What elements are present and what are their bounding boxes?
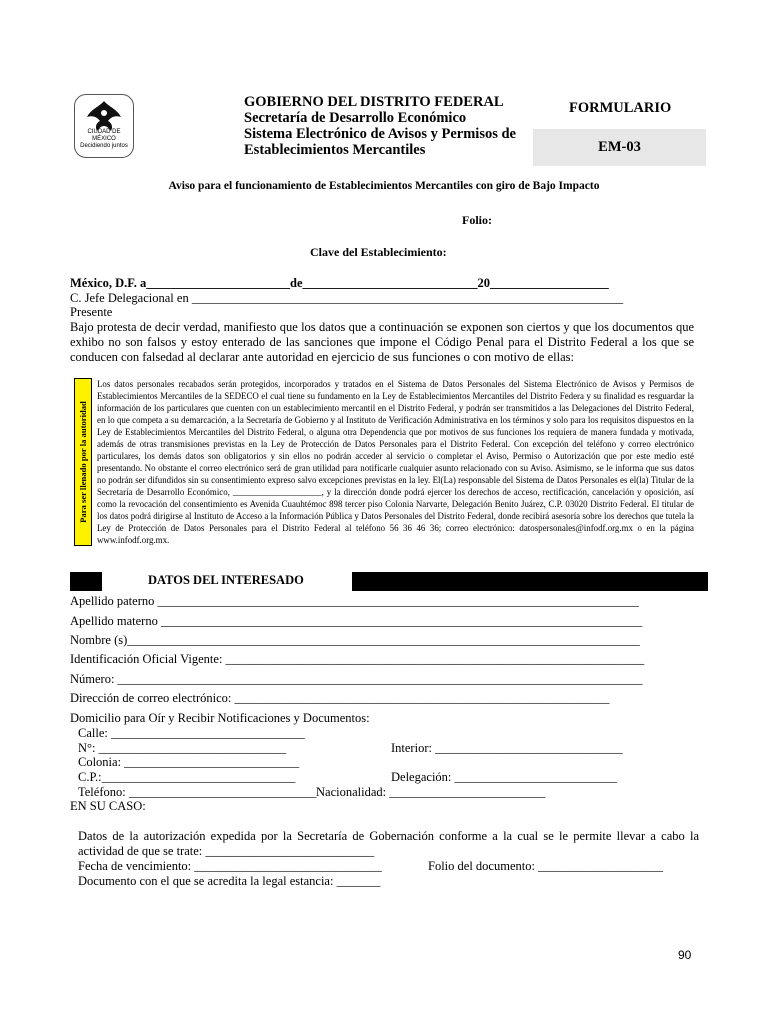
cp-field[interactable]: C.P.:_______________________________ <box>78 770 296 784</box>
declaration-text: Bajo protesta de decir verdad, manifiesto que los datos que a continuación se exponen son ciertos y que los documentos que exhibo no son falsos y estoy enterado de las sanciones que impone el Código Penal para el Distrito Federal a los que se conducen con falsedad al declarar ante autoridad en ejercicio de sus funciones o con motivo de ellas: <box>70 320 694 364</box>
form-code: EM-03 <box>598 139 641 155</box>
logo-text-slogan: Decidiendo juntos <box>80 143 128 149</box>
form-code-box <box>533 129 706 166</box>
presente-text: Presente <box>70 305 113 319</box>
jefe-delegacional-line[interactable]: C. Jefe Delegacional en _____________________________________________________________________ <box>70 291 624 305</box>
date-line[interactable]: México, D.F. a_______________________de____________________________20___________________ <box>70 276 609 290</box>
gov-secretaria: Secretaría de Desarrollo Económico <box>244 110 467 126</box>
form-title: Aviso para el funcionamiento de Establecimientos Mercantiles con giro de Bajo Impacto <box>168 180 600 192</box>
page-number: 90 <box>678 948 692 962</box>
correo-field[interactable]: Dirección de correo electrónico: ____________________________________________________________ <box>70 691 610 705</box>
section-title-interesado: DATOS DEL INTERESADO <box>148 573 304 587</box>
en-su-caso-label: EN SU CASO: <box>70 799 146 813</box>
interior-field[interactable]: Interior: ______________________________ <box>391 741 623 755</box>
gov-sistema: Sistema Electrónico de Avisos y Permisos de <box>244 126 516 142</box>
calle-field[interactable]: Calle: _______________________________ <box>78 726 305 740</box>
authority-sidebar-label: Para ser llenado por la autoridad <box>78 401 88 523</box>
fecha-vencimiento-field[interactable]: Fecha de vencimiento: ______________________________ <box>78 859 382 873</box>
nombre-field[interactable]: Nombre (s)__________________________________________________________________________________ <box>70 633 640 647</box>
nacionalidad-field[interactable]: Nacionalidad: _________________________ <box>316 785 546 799</box>
apellido-paterno-field[interactable]: Apellido paterno _____________________________________________________________________________ <box>70 594 639 608</box>
autorizacion-text[interactable]: Datos de la autorización expedida por la Secretaría de Gobernación conforme a la cual se le permite llevar a cabo la actividad de que se trate: ___________________________ <box>78 829 699 858</box>
redaction-bar-left <box>70 572 102 591</box>
folio-documento-field[interactable]: Folio del documento: ____________________ <box>428 859 664 873</box>
formulario-label: FORMULARIO <box>569 100 672 116</box>
logo-text-city: CIUDAD DE MÉXICO <box>87 129 121 142</box>
gov-establecimientos: Establecimientos Mercantiles <box>244 142 426 158</box>
identificacion-field[interactable]: Identificación Oficial Vigente: ___________________________________________________________________ <box>70 652 645 666</box>
government-header <box>244 94 516 158</box>
documento-estancia-field[interactable]: Documento con el que se acredita la legal estancia: _______ <box>78 874 381 888</box>
clave-label: Clave del Establecimiento: <box>310 245 447 259</box>
cdmx-logo <box>74 94 134 158</box>
gov-title: GOBIERNO DEL DISTRITO FEDERAL <box>244 94 504 110</box>
apellido-materno-field[interactable]: Apellido materno _____________________________________________________________________________ <box>70 614 643 628</box>
delegacion-field[interactable]: Delegación: __________________________ <box>391 770 618 784</box>
redaction-bar-right <box>352 572 708 591</box>
numero-exterior-field[interactable]: N°: ______________________________ <box>78 741 287 755</box>
colonia-field[interactable]: Colonia: ____________________________ <box>78 755 300 769</box>
authority-sidebar <box>74 378 92 546</box>
folio-label: Folio: <box>462 213 492 227</box>
numero-field[interactable]: Número: ____________________________________________________________________________________ <box>70 672 643 686</box>
privacy-notice: Los datos personales recabados serán protegidos, incorporados y tratados en el Sistema de Datos Personales del Sistema Electrónico de Avisos y Permisos de Establecimientos Mercantiles de la SEDECO el cual tiene su fundamento en la Ley de Establecimientos Mercantiles del Distrito Federa y su finalidad es resguardar la información de los particulares que cuenten con un establecimiento mercantil en el Distrito Federal, y podrán ser transmitidos a las Delegaciones del Distrito Federal, en lo que competa a su demarcación, a la Secretaría de Gobierno y al Instituto de Verificación Administrativa en los términos y solo para los requisitos dispuestos en la Ley de Establecimientos Mercantiles del Distrito Federal, o alguna otra Dependencia que por motivos de sus funciones los requiera de manera fundada y motivada, además de otras transmisiones previstas en la Ley de Protección de Datos Personales para el Distrito Federal. Con excepción del teléfono y correo electrónico particulares, los demás datos son obligatorios y sin ellos no podrán acceder al servicio o completar el Aviso, Permiso o Autorización que por este medio esté presentando. No obstante el correo electrónico será de gran utilidad para notificarle cualquier asunto relacionado con su Aviso. Asimismo, se le informa que sus datos no podrán ser difundidos sin su consentimiento expreso salvo excepciones previstas en la ley. El(La) responsable del Sistema de Datos Personales es el(la) Titular de la Secretaría de Desarrollo Económico, ____________________, y la dirección donde podrá ejercer los derechos de acceso, rectificación, cancelación y oposición, así como la revocación del consentimiento es Avenida Cuauhtémoc 898 tercer piso Colonia Narvarte, Delegación Benito Juárez, C.P. 03020 Distrito Federal. El titular de los datos podrá dirigirse al Instituto de Acceso a la Información Pública y Datos Personales del Distrito Federal, donde recibirá asesoría sobre los derechos que tutela la Ley de Protección de Datos Personales para el Distrito Federal al teléfono 56 36 46 36; correo electrónico: datospersonales@infodf.org.mx o en la página www.infodf.org.mx. <box>97 379 694 545</box>
telefono-field[interactable]: Teléfono: ______________________________ <box>78 785 317 799</box>
domicilio-label: Domicilio para Oír y Recibir Notificaciones y Documentos: <box>70 711 370 725</box>
